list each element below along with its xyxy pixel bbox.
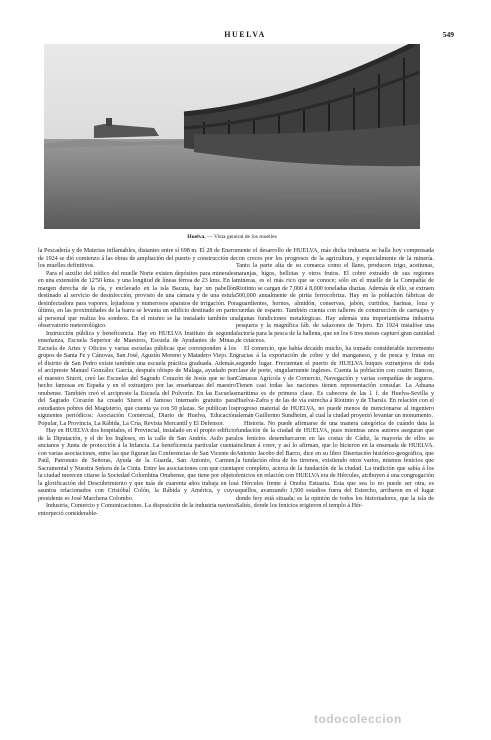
paragraph: Para el auxilio del tráfico del muelle Norte existen depósitos para minerales en una extensión de 12'50 kms. y una longitud de líneas férrea de 23 kms. En la margen derecha de la ría, y enclavado en la isla Bacuta, hay un pabellón destinado al servicio de desinfección, provisto de una cámara y de una estufa desinfectadora para vapores, lejiadoras y numerosos aparatos de irrigación. Por último, en las proximidades de la barra se levanta un edificio destinado en parte al personal que realiza los sondeos. En el mismo se ha instalado también un observatorio meteorológico. [38,270,236,329]
page-header [44,30,454,42]
watermark: todocoleccion [314,712,402,726]
running-title: HUELVA [224,30,266,39]
right-text-column [236,248,434,511]
paragraph: mente el desarrollo de HUELVA, más dicha industria se halla hoy compensada con creces por los progresos de la agricultura, y especialmente de la minería. Tanto la parte alta de su comarca como el llano, producen trigo, aceitunas, naranjas, higos, bellotas y otros frutos. El cobre extraído de sus regiones mineras, es el más rico que se conoce; sólo en el muelle de la Compañía de Riotinto se cargan de 7,000 á 8,000 toneladas diarias. Además de ello, se extraen 500,000 anualmente de pirita ferrocobriza. Hay en la población fábricas de aguardientes, hornos, almidón, conservas, jabón, curtidos, harinas, loza y cuerdas de esparto. También cuenta con talleres de construcción de carruajes y algunas fundiciones metalúrgicas. Hay además una importantísima industria pesquera y la magnífica fáb. de salazones de Tejero. En 1924 instalóse una factoría para la pesca de la ballena, que en los 6 tres meses capturó gran cantidad de cetáceos. [236,248,434,344]
paragraph: Industria, Comercio y Comunicaciones. La disposición de la industria naviera entorpeció considerable- [38,503,236,517]
paragraph: El comercio, que había decaído mucho, ha tomado considerable incremento gracias á la exportación de cobre y del manganeso, y de pesca y frutas en segundo lugar. Frecuentan el puerto de HUELVA buques extranjeros de toda clase de porte, singularmente ingleses. Cuenta la población con cuatro Bancos, Cámaras Agrícola y de Comercio, Navegación y varias compañías de seguros. Tienen casi todas las naciones tienen representación consular. La Aduana marítima es de primera clase. Es cabecera de las l. f. de Huelva-Sevilla y Huelva-Zafra y de las de vía estrecha á Riotinto y de Tharsis. En relación con el progreso material de HUELVA, no puede menos de mencionarse al ingeniero alemán Guillermo Sundheim, al cual la ciudad proyectó levantar un monumento. [236,345,434,419]
caption-label: Huelva. [187,234,206,240]
paragraph: Hay en HUELVA dos hospitales, el Provincial, instalado en el propio edificio de la Diputación, y el de los Ingleses, en la calle de San Andrés. Asilo para ancianos y Junta de protección á la Infancia. La beneficencia particular cuenta con varias asociaciones, entre las que figuran las Conferencias de San Vicente de Paúl, Patronato de Señoras, Ayuda de la Guarda, San Antonio, Carmen, Sacramental y Nuestra Señora de la Cinta. Entre las asociaciones con que cuenta la ciudad merecen citarse la Sociedad Colombina Onubense, que tiene por objeto la glorificación del Descubrimiento y que más de cuarenta años trabaja en los asuntos relacionados con Cristóbal Colón, la Rábida y América, y cuyo presidente es José Marchena Colombo. [38,428,236,502]
left-text-column [38,248,236,518]
paragraph: Historia. No puede afirmarse de una manera categórica de cuándo data la fundación de la ciudad de HUELVA, pues mientras unos autores aseguran que los fenicios desembarcaron en las costas de Cádiz, la mayoría de ellos se inclinan á creer, y así lo afirman, que lo hicieron en la ensenada de HUELVA. Antonio Jacobo del Barco, dice en su libro Disertación histórico-geográfica, que la fundación obra de los tirrenos, existiendo otros varios, mismos fenicios que por completo, acerca de la fundación de la ciudad. La tradición que sabía á los fenicios en relación con HUELVA era de Hércules, atribuyen á una congregación á Hércules frente á Onoba Estuaria. Esta que sea lo no puede ser otra, es aquéllos, avanzando 1,500 estadios fuera del Estrecho, arribaron en el lugar donde hoy está situada; es la opinión de todos los historiadores, que la isla de Saltés, donde los fenicios erigieron el templo á Hér- [236,420,434,509]
figure-caption [44,234,420,240]
page-number: 549 [442,30,454,39]
harbor-photograph [44,44,420,229]
paragraph: Instrucción pública y beneficencia. Hay en HUELVA Instituto de segunda enseñanza, Escuela Superior de Maestros, Escuela de Ayudantes de Minas, Escuela de Artes y Oficios y varias escuelas públicas que corresponden á los grupos de Santa Fe y Cánovas, San José, Agustín Moreno y Matadero Viejo. En el distrito de San Pedro existe también una escuela práctica graduada. Además, el arcipreste Manuel González García, después obispo de Málaga, ayudado por el maestro Siurot, creó las Escuelas del Sagrado Corazón de Jesús que se han hecho famosas en España y en el extranjero por las enseñanzas del maestro onubense. También creó el arcipreste la Escuela del Polvorín. En las Escuelas del Sagrado Corazón ha creado Siurot el famoso internado gratuito para estudiantes pobres del Magisterio, que cuenta ya con 50 plazas. Se publican los siguientes periódicos: Asociación Comercial, Diario de Huelva, Educación Popular, La Provincia, La Rábida, La Cría, Revista Mercantil y El Defensor. [38,330,236,427]
caption-text: — Vista general de los muelles [207,234,277,240]
paragraph: la Pescadería y de Materias inflamables, distantes entre sí 698 m. El 28 de Enero de 1924 se dió comienzo á las obras de ampliación del puerto y construcción de los muelles definitivos. [38,248,236,269]
